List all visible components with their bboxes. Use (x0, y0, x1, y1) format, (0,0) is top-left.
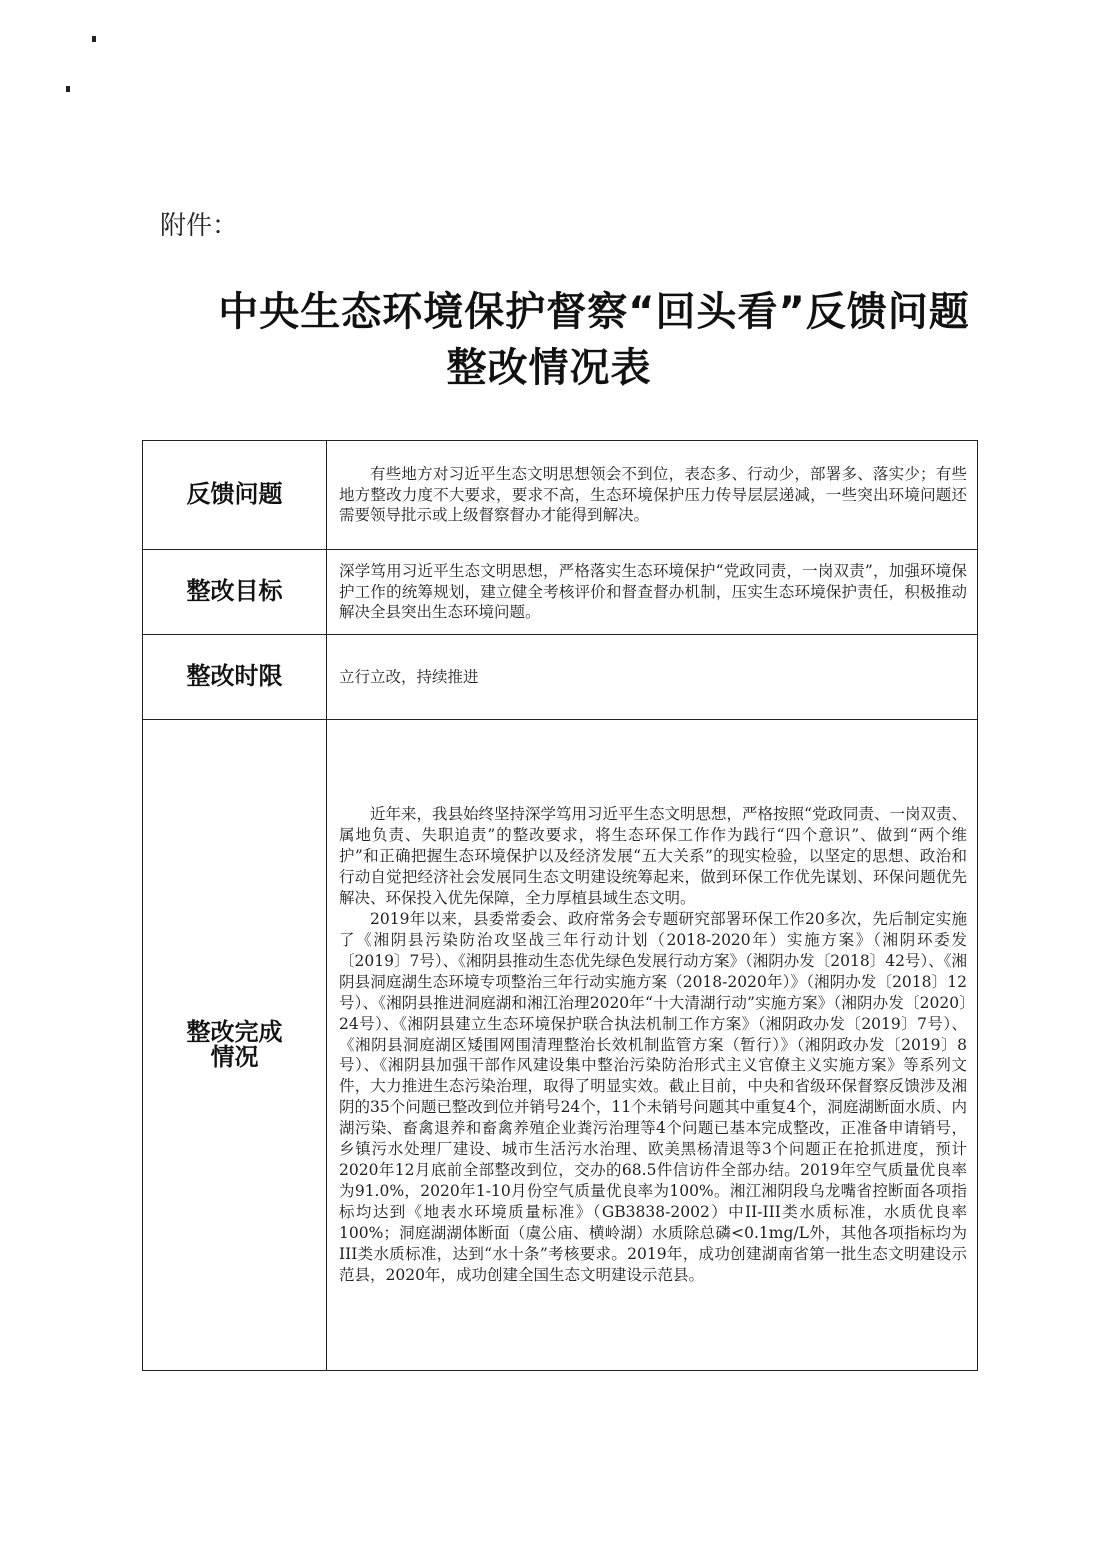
goal-text: 深学笃用习近平生态文明思想，严格落实生态环境保护“党政同责，一岗双责”，加强环境保护工作的统筹规划，建立健全考核评价和督查督办机制，压实生态环境保护责任，积极推动解决全县突出生态环境问题。 (339, 561, 967, 622)
problem-label: 反馈问题 (143, 441, 327, 550)
document-title-line2: 整改情况表 (446, 345, 652, 391)
table-row (143, 635, 978, 720)
table-row (143, 550, 978, 635)
goal-label: 整改目标 (143, 550, 327, 635)
completion-cell (327, 720, 978, 1371)
problem-cell (327, 441, 978, 550)
completion-paragraph-2: 2019年以来，县委常委会、政府常务会专题研究部署环保工作20多次，先后制定实施了《湘阴县污染防治攻坚战三年行动计划（2018-2020年）实施方案》（湘阴环委发〔2019〕7号）、《湘阴县推动生态优先绿色发展行动方案》（湘阴办发〔2018〕42号）、《湘阴县洞庭湖生态环境专项整治三年行动实施方案（2018-2020年）》（湘阴办发〔2018〕12号）、《湘阴县推进洞庭湖和湘江治理2020年“十大清湖行动”实施方案》（湘阴办发〔2020〕24号）、《湘阴县建立生态环境保护联合执法机制工作方案》（湘阴政办发〔2019〕7号）、《湘阴县洞庭湖区矮围网围清理整治长效机制监管方案（暂行）》（湘阴政办发〔2019〕8号）、《湘阴县加强干部作风建设集中整治污染防治形式主义官僚主义实施方案》等系列文件，大力推进生态污染治理，取得了明显实效。截止目前，中央和省级环保督察反馈涉及湘阴的35个问题已整改到位并销号24个，11个未销号问题其中重复4个，洞庭湖断面水质、内湖污染、畜禽退养和畜禽养殖企业粪污治理等4个问题已基本完成整改，正准备申请销号，乡镇污水处理厂建设、城市生活污水治理、欧美黑杨清退等3个问题正在抢抓进度，预计2020年12月底前全部整改到位，交办的68.5件信访件全部办结。2019年空气质量优良率为91.0%，2020年1-10月份空气质量优良率为100%。湘江湘阴段乌龙嘴省控断面各项指标均达到《地表水环境质量标准》（GB3838-2002）中II-III类水质标准，水质优良率100%；洞庭湖湖体断面（虞公庙、横岭湖）水质除总磷<0.1mg/L外，其他各项指标均为III类水质标准，达到“水十条”考核要求。2019年，成功创建湖南省第一批生态文明建设示范县，2020年，成功创建全国生态文明建设示范县。 (339, 910, 967, 1284)
scan-speck (66, 86, 70, 92)
deadline-text: 立行立改，持续推进 (339, 667, 479, 686)
completion-paragraph-1: 近年来，我县始终坚持深学笃用习近平生态文明思想，严格按照“党政同责、一岗双责、属地负责、失职追责”的整改要求，将生态环保工作作为践行“四个意识”、做到“两个维护”和正确把握生态环境保护以及经济发展“五大关系”的现实检验，以坚定的思想、政治和行动自觉把经济社会发展同生态文明建设统筹起来，做到环保工作优先谋划、环保问题优先解决、环保投入优先保障，全力厚植县域生态文明。 (339, 805, 967, 908)
goal-cell (327, 550, 978, 635)
problem-text: 有些地方对习近平生态文明思想领会不到位，表态多、行动少，部署多、落实少；有些地方整改力度不大要求，要求不高，生态环境保护压力传导层层递减，一些突出环境问题还需要领导批示或上级督察督办才能得到解决。 (339, 464, 967, 525)
table-row (143, 720, 978, 1371)
completion-label: 整改完成情况 (143, 720, 327, 1371)
attachment-label: 附件： (160, 211, 239, 241)
document-title-line1: 中央生态环境保护督察“回头看”反馈问题 (218, 289, 970, 335)
deadline-cell (327, 635, 978, 720)
scan-speck (92, 36, 96, 42)
deadline-label: 整改时限 (143, 635, 327, 720)
table-row (143, 441, 978, 550)
rectification-table (142, 440, 978, 1371)
